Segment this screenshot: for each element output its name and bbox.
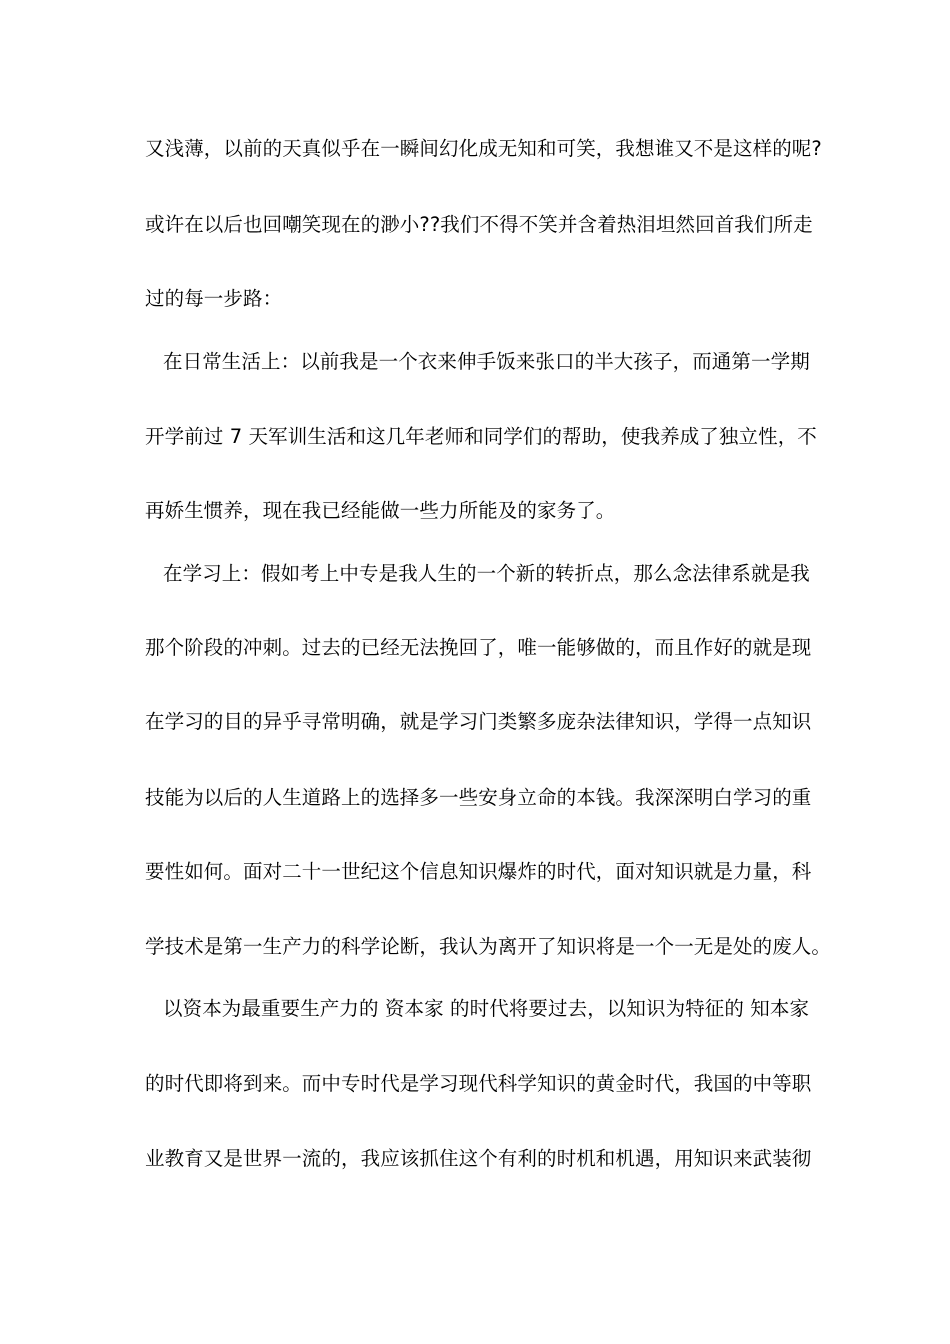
text-line: 或许在以后也回嘲笑现在的渺小??我们不得不笑并含着热泪坦然回首我们所走 [145, 213, 813, 236]
text-line: 业教育又是世界一流的，我应该抓住这个有利的时机和机遇，用知识来武装彻 [145, 1147, 812, 1170]
paragraph-start-line: 在学习上：假如考上中专是我人生的一个新的转折点，那么念法律系就是我 [163, 562, 810, 585]
text-line: 的时代即将到来。而中专时代是学习现代科学知识的黄金时代，我国的中等职 [145, 1072, 812, 1095]
text-line: 再娇生惯养，现在我已经能做一些力所能及的家务了。 [145, 499, 616, 522]
text-line: 那个阶段的冲刺。过去的已经无法挽回了，唯一能够做的，而且作好的就是现 [145, 636, 812, 659]
text-line: 在学习的目的异乎寻常明确，就是学习门类繁多庞杂法律知识，学得一点知识 [145, 710, 812, 733]
paragraph-start-line: 在日常生活上：以前我是一个衣来伸手饭来张口的半大孩子，而通第一学期 [163, 350, 810, 373]
text-line: 要性如何。面对二十一世纪这个信息知识爆炸的时代，面对知识就是力量，科 [145, 860, 812, 883]
text-line: 开学前过 7 天军训生活和这几年老师和同学们的帮助，使我养成了独立性，不 [145, 425, 817, 448]
text-line: 又浅薄，以前的天真似乎在一瞬间幻化成无知和可笑，我想谁又不是这样的呢? [145, 137, 822, 160]
text-line: 技能为以后的人生道路上的选择多一些安身立命的本钱。我深深明白学习的重 [145, 786, 812, 809]
text-line: 学技术是第一生产力的科学论断，我认为离开了知识将是一个一无是处的废人。 [145, 935, 832, 958]
text-line: 过的每一步路： [145, 287, 283, 310]
paragraph-start-line: 以资本为最重要生产力的 资本家 的时代将要过去，以知识为特征的 知本家 [163, 997, 810, 1020]
